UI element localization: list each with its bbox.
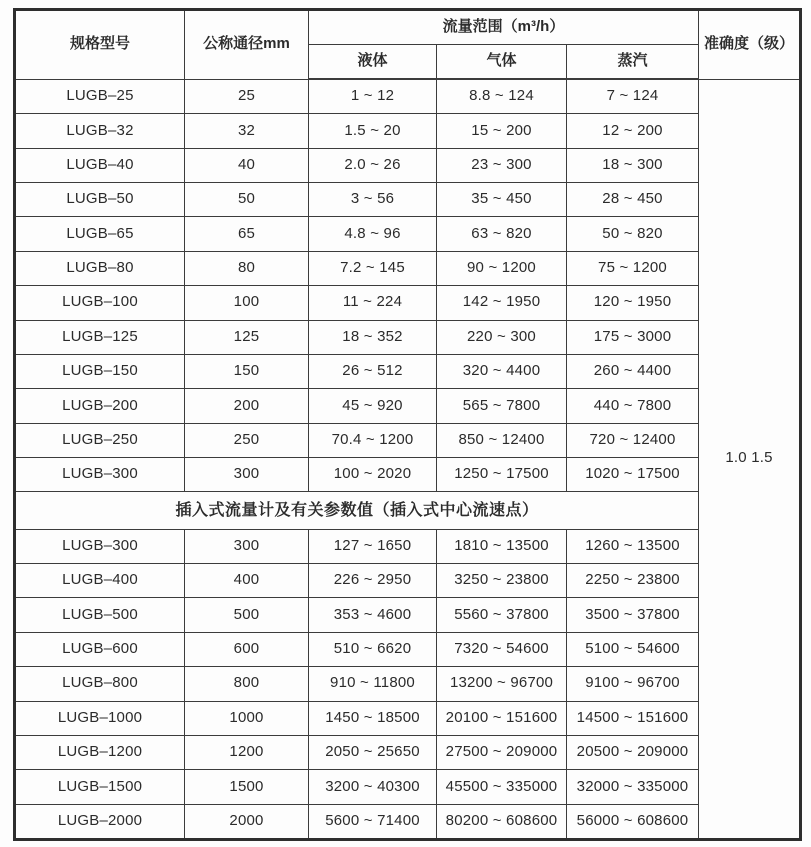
cell-liquid-range: 11 ~ 224 — [309, 286, 437, 320]
cell-nominal-diameter: 40 — [185, 148, 309, 182]
cell-gas-range: 220 ~ 300 — [437, 320, 567, 354]
header-liquid: 液体 — [309, 45, 437, 80]
cell-model: LUGB–1500 — [15, 770, 185, 804]
table-row — [15, 632, 801, 666]
header-accuracy: 准确度（级） — [699, 10, 801, 80]
cell-nominal-diameter: 400 — [185, 564, 309, 598]
cell-steam-range: 1020 ~ 17500 — [567, 457, 699, 491]
flowmeter-spec-table — [13, 8, 802, 841]
table-row — [15, 320, 801, 354]
table-header — [15, 10, 801, 80]
cell-nominal-diameter: 1200 — [185, 735, 309, 769]
cell-model: LUGB–2000 — [15, 804, 185, 839]
cell-gas-range: 320 ~ 4400 — [437, 354, 567, 388]
header-steam: 蒸汽 — [567, 45, 699, 80]
header-nominal-diameter: 公称通径mm — [185, 10, 309, 80]
cell-gas-range: 7320 ~ 54600 — [437, 632, 567, 666]
cell-model: LUGB–150 — [15, 354, 185, 388]
cell-steam-range: 9100 ~ 96700 — [567, 667, 699, 701]
cell-model: LUGB–32 — [15, 114, 185, 148]
cell-accuracy-class: 1.0 1.5 — [699, 79, 801, 840]
cell-steam-range: 20500 ~ 209000 — [567, 735, 699, 769]
cell-nominal-diameter: 150 — [185, 354, 309, 388]
cell-model: LUGB–300 — [15, 457, 185, 491]
cell-liquid-range: 226 ~ 2950 — [309, 564, 437, 598]
cell-nominal-diameter: 500 — [185, 598, 309, 632]
table-row — [15, 804, 801, 839]
cell-model: LUGB–65 — [15, 217, 185, 251]
table-row — [15, 183, 801, 217]
header-gas: 气体 — [437, 45, 567, 80]
cell-gas-range: 35 ~ 450 — [437, 183, 567, 217]
cell-steam-range: 120 ~ 1950 — [567, 286, 699, 320]
cell-model: LUGB–300 — [15, 529, 185, 563]
cell-nominal-diameter: 1500 — [185, 770, 309, 804]
table-row — [15, 701, 801, 735]
table-row — [15, 457, 801, 491]
table-row — [15, 114, 801, 148]
cell-gas-range: 13200 ~ 96700 — [437, 667, 567, 701]
cell-gas-range: 45500 ~ 335000 — [437, 770, 567, 804]
table-row — [15, 423, 801, 457]
cell-liquid-range: 353 ~ 4600 — [309, 598, 437, 632]
cell-liquid-range: 45 ~ 920 — [309, 389, 437, 423]
cell-liquid-range: 1 ~ 12 — [309, 79, 437, 114]
cell-nominal-diameter: 65 — [185, 217, 309, 251]
cell-steam-range: 12 ~ 200 — [567, 114, 699, 148]
table-row — [15, 529, 801, 563]
cell-model: LUGB–50 — [15, 183, 185, 217]
cell-steam-range: 28 ~ 450 — [567, 183, 699, 217]
cell-nominal-diameter: 300 — [185, 457, 309, 491]
cell-gas-range: 142 ~ 1950 — [437, 286, 567, 320]
cell-nominal-diameter: 100 — [185, 286, 309, 320]
table-body — [15, 79, 801, 840]
cell-liquid-range: 7.2 ~ 145 — [309, 251, 437, 285]
table-row — [15, 148, 801, 182]
cell-liquid-range: 1450 ~ 18500 — [309, 701, 437, 735]
cell-gas-range: 27500 ~ 209000 — [437, 735, 567, 769]
table-row — [15, 79, 801, 114]
cell-gas-range: 1250 ~ 17500 — [437, 457, 567, 491]
cell-nominal-diameter: 200 — [185, 389, 309, 423]
cell-nominal-diameter: 125 — [185, 320, 309, 354]
cell-model: LUGB–100 — [15, 286, 185, 320]
cell-steam-range: 2250 ~ 23800 — [567, 564, 699, 598]
table-row — [15, 354, 801, 388]
cell-model: LUGB–80 — [15, 251, 185, 285]
cell-gas-range: 23 ~ 300 — [437, 148, 567, 182]
cell-model: LUGB–400 — [15, 564, 185, 598]
cell-steam-range: 3500 ~ 37800 — [567, 598, 699, 632]
section-separator-label: 插入式流量计及有关参数值（插入式中心流速点） — [15, 492, 699, 529]
cell-model: LUGB–600 — [15, 632, 185, 666]
cell-steam-range: 32000 ~ 335000 — [567, 770, 699, 804]
cell-nominal-diameter: 300 — [185, 529, 309, 563]
cell-steam-range: 18 ~ 300 — [567, 148, 699, 182]
cell-nominal-diameter: 50 — [185, 183, 309, 217]
cell-nominal-diameter: 600 — [185, 632, 309, 666]
cell-liquid-range: 5600 ~ 71400 — [309, 804, 437, 839]
cell-liquid-range: 26 ~ 512 — [309, 354, 437, 388]
cell-steam-range: 440 ~ 7800 — [567, 389, 699, 423]
cell-steam-range: 175 ~ 3000 — [567, 320, 699, 354]
cell-model: LUGB–500 — [15, 598, 185, 632]
cell-model: LUGB–800 — [15, 667, 185, 701]
cell-nominal-diameter: 800 — [185, 667, 309, 701]
cell-nominal-diameter: 250 — [185, 423, 309, 457]
cell-gas-range: 90 ~ 1200 — [437, 251, 567, 285]
cell-liquid-range: 127 ~ 1650 — [309, 529, 437, 563]
cell-liquid-range: 3200 ~ 40300 — [309, 770, 437, 804]
table-row — [15, 667, 801, 701]
cell-steam-range: 260 ~ 4400 — [567, 354, 699, 388]
cell-steam-range: 50 ~ 820 — [567, 217, 699, 251]
cell-steam-range: 5100 ~ 54600 — [567, 632, 699, 666]
cell-gas-range: 8.8 ~ 124 — [437, 79, 567, 114]
cell-model: LUGB–250 — [15, 423, 185, 457]
cell-gas-range: 1810 ~ 13500 — [437, 529, 567, 563]
cell-steam-range: 7 ~ 124 — [567, 79, 699, 114]
cell-nominal-diameter: 32 — [185, 114, 309, 148]
cell-liquid-range: 1.5 ~ 20 — [309, 114, 437, 148]
cell-gas-range: 565 ~ 7800 — [437, 389, 567, 423]
cell-liquid-range: 2.0 ~ 26 — [309, 148, 437, 182]
header-model: 规格型号 — [15, 10, 185, 80]
cell-steam-range: 720 ~ 12400 — [567, 423, 699, 457]
cell-nominal-diameter: 1000 — [185, 701, 309, 735]
cell-liquid-range: 910 ~ 11800 — [309, 667, 437, 701]
cell-model: LUGB–40 — [15, 148, 185, 182]
cell-gas-range: 3250 ~ 23800 — [437, 564, 567, 598]
cell-liquid-range: 2050 ~ 25650 — [309, 735, 437, 769]
cell-model: LUGB–1200 — [15, 735, 185, 769]
cell-model: LUGB–1000 — [15, 701, 185, 735]
header-flow-range-group: 流量范围（m³/h） — [309, 10, 699, 45]
cell-liquid-range: 510 ~ 6620 — [309, 632, 437, 666]
cell-steam-range: 56000 ~ 608600 — [567, 804, 699, 839]
table-row — [15, 389, 801, 423]
cell-model: LUGB–200 — [15, 389, 185, 423]
cell-steam-range: 14500 ~ 151600 — [567, 701, 699, 735]
cell-steam-range: 1260 ~ 13500 — [567, 529, 699, 563]
cell-gas-range: 20100 ~ 151600 — [437, 701, 567, 735]
table-row — [15, 217, 801, 251]
cell-liquid-range: 4.8 ~ 96 — [309, 217, 437, 251]
cell-gas-range: 850 ~ 12400 — [437, 423, 567, 457]
table-row — [15, 564, 801, 598]
table-row — [15, 598, 801, 632]
cell-model: LUGB–125 — [15, 320, 185, 354]
table-row — [15, 735, 801, 769]
cell-nominal-diameter: 2000 — [185, 804, 309, 839]
cell-liquid-range: 3 ~ 56 — [309, 183, 437, 217]
table-row — [15, 286, 801, 320]
cell-gas-range: 5560 ~ 37800 — [437, 598, 567, 632]
table-row — [15, 251, 801, 285]
cell-gas-range: 80200 ~ 608600 — [437, 804, 567, 839]
cell-nominal-diameter: 25 — [185, 79, 309, 114]
cell-gas-range: 15 ~ 200 — [437, 114, 567, 148]
cell-nominal-diameter: 80 — [185, 251, 309, 285]
table-row — [15, 770, 801, 804]
cell-model: LUGB–25 — [15, 79, 185, 114]
cell-gas-range: 63 ~ 820 — [437, 217, 567, 251]
cell-steam-range: 75 ~ 1200 — [567, 251, 699, 285]
cell-liquid-range: 18 ~ 352 — [309, 320, 437, 354]
cell-liquid-range: 100 ~ 2020 — [309, 457, 437, 491]
header-row-top — [15, 10, 801, 45]
section-separator-row — [15, 492, 801, 529]
cell-liquid-range: 70.4 ~ 1200 — [309, 423, 437, 457]
